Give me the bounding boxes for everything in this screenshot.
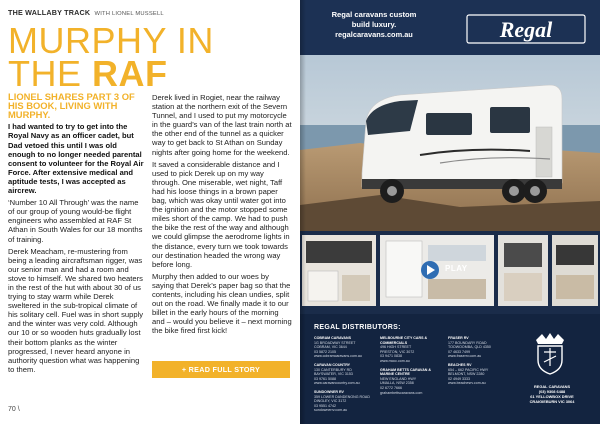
distributor-entry xyxy=(380,336,437,364)
distributor-website-link[interactable]: www.cobramcaravans.com.au xyxy=(314,354,362,359)
body-paragraph: Derek Meacham, re-mustering from being a leading aircraftsman rigger, was our senior man and had a room and stove to himself. We shared two heaters in the rest of the hut with about 30 of us trying to stay warm while Derek sweltered in the sub-tropical climate of his solitary cell. Fuel was in short supply and the winter was very cold. Although our 10 or so wooden huts gradually lost their bottom planks as the winter progressed, I never heard anyone in authority question what was happening to them. xyxy=(8,246,144,374)
distributor-phone: 07 4633 7499 xyxy=(448,349,470,354)
distributor-line: 130 CANTERBURY RD xyxy=(314,367,352,372)
distributor-entry xyxy=(380,368,437,396)
distributor-website-link[interactable]: www.caravancountry.com.au xyxy=(314,381,360,386)
advert-page xyxy=(300,0,600,424)
headline-line-2 xyxy=(8,53,298,94)
distributor-column xyxy=(448,336,505,390)
play-label: PLAY xyxy=(445,264,468,273)
tagline-line-1: Regal caravans custom xyxy=(331,10,417,19)
interior-thumbnail-strip xyxy=(300,231,600,308)
headline-raf: RAF xyxy=(92,53,168,94)
read-full-story-button[interactable]: + READ FULL STORY xyxy=(152,361,290,378)
distributor-entry xyxy=(314,390,371,413)
distributor-website-link[interactable]: www.beachesrv.com.au xyxy=(448,381,486,386)
distributor-phone: 02 4949 3333 xyxy=(448,376,470,381)
distributor-name: COBRAM CARAVANS xyxy=(314,336,351,340)
distributor-line: 654 – 662 PACIFIC HWY xyxy=(448,367,489,372)
distributor-website-link[interactable]: grahambettscaravans.com xyxy=(380,390,423,395)
regal-crest-icon xyxy=(528,332,572,376)
page-number: 70 \ xyxy=(8,406,20,413)
distributor-entry xyxy=(448,336,505,359)
distributor-line: BAYSWATER, VIC 3153 xyxy=(314,372,353,377)
distributor-line: UMALLA, NSW 2358 xyxy=(380,381,414,386)
brand-bar xyxy=(300,0,600,55)
distributor-line: PRESTON, VIC 3072 xyxy=(380,349,415,354)
interior-thumbnail[interactable] xyxy=(302,235,376,306)
distributor-name: BEACHES RV xyxy=(448,362,472,367)
play-circle xyxy=(421,261,439,279)
distributor-name: CARAVAN COUNTRY xyxy=(314,362,351,367)
tagline-line-2: build luxury. xyxy=(351,20,397,29)
distributor-entry xyxy=(314,363,371,386)
series-author: WITH LIONEL MUSSELL xyxy=(94,11,164,17)
crest-street: 61 YELLOWBOX DRIVE xyxy=(530,394,574,399)
distributors-panel xyxy=(300,314,600,424)
distributor-entry xyxy=(448,363,505,386)
regal-head-office xyxy=(514,384,590,404)
interior-thumbnail[interactable] xyxy=(552,235,598,306)
play-video-button[interactable] xyxy=(421,261,468,279)
advert-url-link[interactable]: regalcaravans.com.au xyxy=(335,30,413,39)
distributor-line: 1G BROADWAY STREET xyxy=(314,340,356,345)
distributor-phone: 03 9761 5088 xyxy=(314,376,336,381)
article-column-2 xyxy=(152,93,292,338)
distributor-phone: 02 6772 7666 xyxy=(380,385,402,390)
distributor-column xyxy=(380,336,437,399)
distributor-phone: 03 5872 2105 xyxy=(314,349,336,354)
lead-paragraph: I had wanted to try to get into the Royal Navy as an officer cadet, but Dad vetoed this until I was old enough to no longer needed parental consent to volunteer for the Royal Air Force. After extensive medical and aptitude tests, I was accepted as aircrew. xyxy=(8,122,144,196)
distributors-title: REGAL DISTRIBUTORS: xyxy=(314,324,401,331)
distributor-line: 177 BOUNDARY ROAD xyxy=(448,340,487,345)
distributor-column xyxy=(314,336,371,417)
distributor-name: FRASER RV xyxy=(448,336,469,340)
distributor-website-link[interactable]: sundownerrv.com.au xyxy=(314,408,348,413)
crest-suburb: CRAIGIEBURN VIC 3064 xyxy=(529,399,575,404)
page-spine-shadow xyxy=(300,0,306,424)
article-column-1 xyxy=(8,93,144,377)
body-paragraph: ‘Number 10 All Through’ was the name of our group of young would-be flight engineers who assembled at RAF St Athan in South Wales for our 18 months of training. xyxy=(8,198,143,244)
crest-company: REGAL CARAVANS xyxy=(533,384,571,389)
distributor-website-link[interactable]: www.fraserrv.com.au xyxy=(448,354,482,359)
regal-logo[interactable] xyxy=(466,12,586,46)
article-headline xyxy=(8,20,298,94)
distributor-line: DINGLEY, VIC 3172 xyxy=(314,399,347,404)
distributor-name: MELBOURNE CITY CARS & COMMERCIALS xyxy=(380,336,428,345)
crest-phone: (03) 9308 6488 xyxy=(538,389,566,394)
distributor-phone: 03 9471 0838 xyxy=(380,354,402,359)
distributor-phone: 03 9551 4742 xyxy=(314,403,336,408)
headline-the: THE xyxy=(8,53,93,94)
advert-tagline xyxy=(314,10,434,40)
body-paragraph: Derek lived in Rogiet, near the railway station at the northern exit of the Severn Tunnel, and I used to put my motorcycle in the guard’s van of the last train north at the other end of the tunnel as a quicker way to get back to St Athan on Sunday nights after going home for the weekend. xyxy=(152,93,292,157)
distributor-line: COBRAM, VIC 3644 xyxy=(314,345,347,350)
logo-wordmark: Regal xyxy=(499,17,553,42)
interior-thumbnail[interactable] xyxy=(498,235,548,306)
series-name: THE WALLABY TRACK xyxy=(8,8,91,17)
headline-line-1: MURPHY IN xyxy=(8,20,214,61)
series-header xyxy=(8,8,164,17)
play-icon xyxy=(427,265,435,275)
distributor-line: 496 HIGH STREET xyxy=(380,345,412,350)
distributor-line: TOOWOOMBA, QLD 4350 xyxy=(448,345,491,350)
distributor-entry xyxy=(314,336,371,359)
distributor-name: GRAHAM BETTS CARAVAN & MARINE CENTRE xyxy=(380,367,431,377)
distributor-line: NEW ENGLAND HWY xyxy=(380,376,417,381)
hero-caravan-photo[interactable] xyxy=(300,55,600,231)
standfirst: LIONEL SHARES PART 3 OF HIS BOOK, LIVING WITH MURPHY. xyxy=(8,91,135,120)
body-paragraph: It saved a considerable distance and I used to pick Derek up on my way through. One miserable, wet night, Taff had his loose things in a brown paper bag, which was okay until water got into the ignition and the motor stopped some miles short of the camp. We had to push the bike the rest of the way and although we could glimpse the aerodrome lights in the distance, every turn we took towards our destination headed the wrong way before long. xyxy=(152,159,290,269)
distributor-name: SUNDOWNER RV xyxy=(314,389,344,394)
distributor-line: BELMONT, NSW 2280 xyxy=(448,372,485,377)
body-paragraph: Murphy then added to our woes by saying that Derek’s paper bag so that the contents, including his clean undies, split out on the road. We finally made it to our billet in the early hours of the morning and – would you believe it – next morning the bike fired first kick! xyxy=(152,271,292,336)
distributor-website-link[interactable]: www.mccc.com.au xyxy=(380,358,410,363)
distributor-line: 359 LOWER DANDENONG ROAD xyxy=(314,394,370,399)
